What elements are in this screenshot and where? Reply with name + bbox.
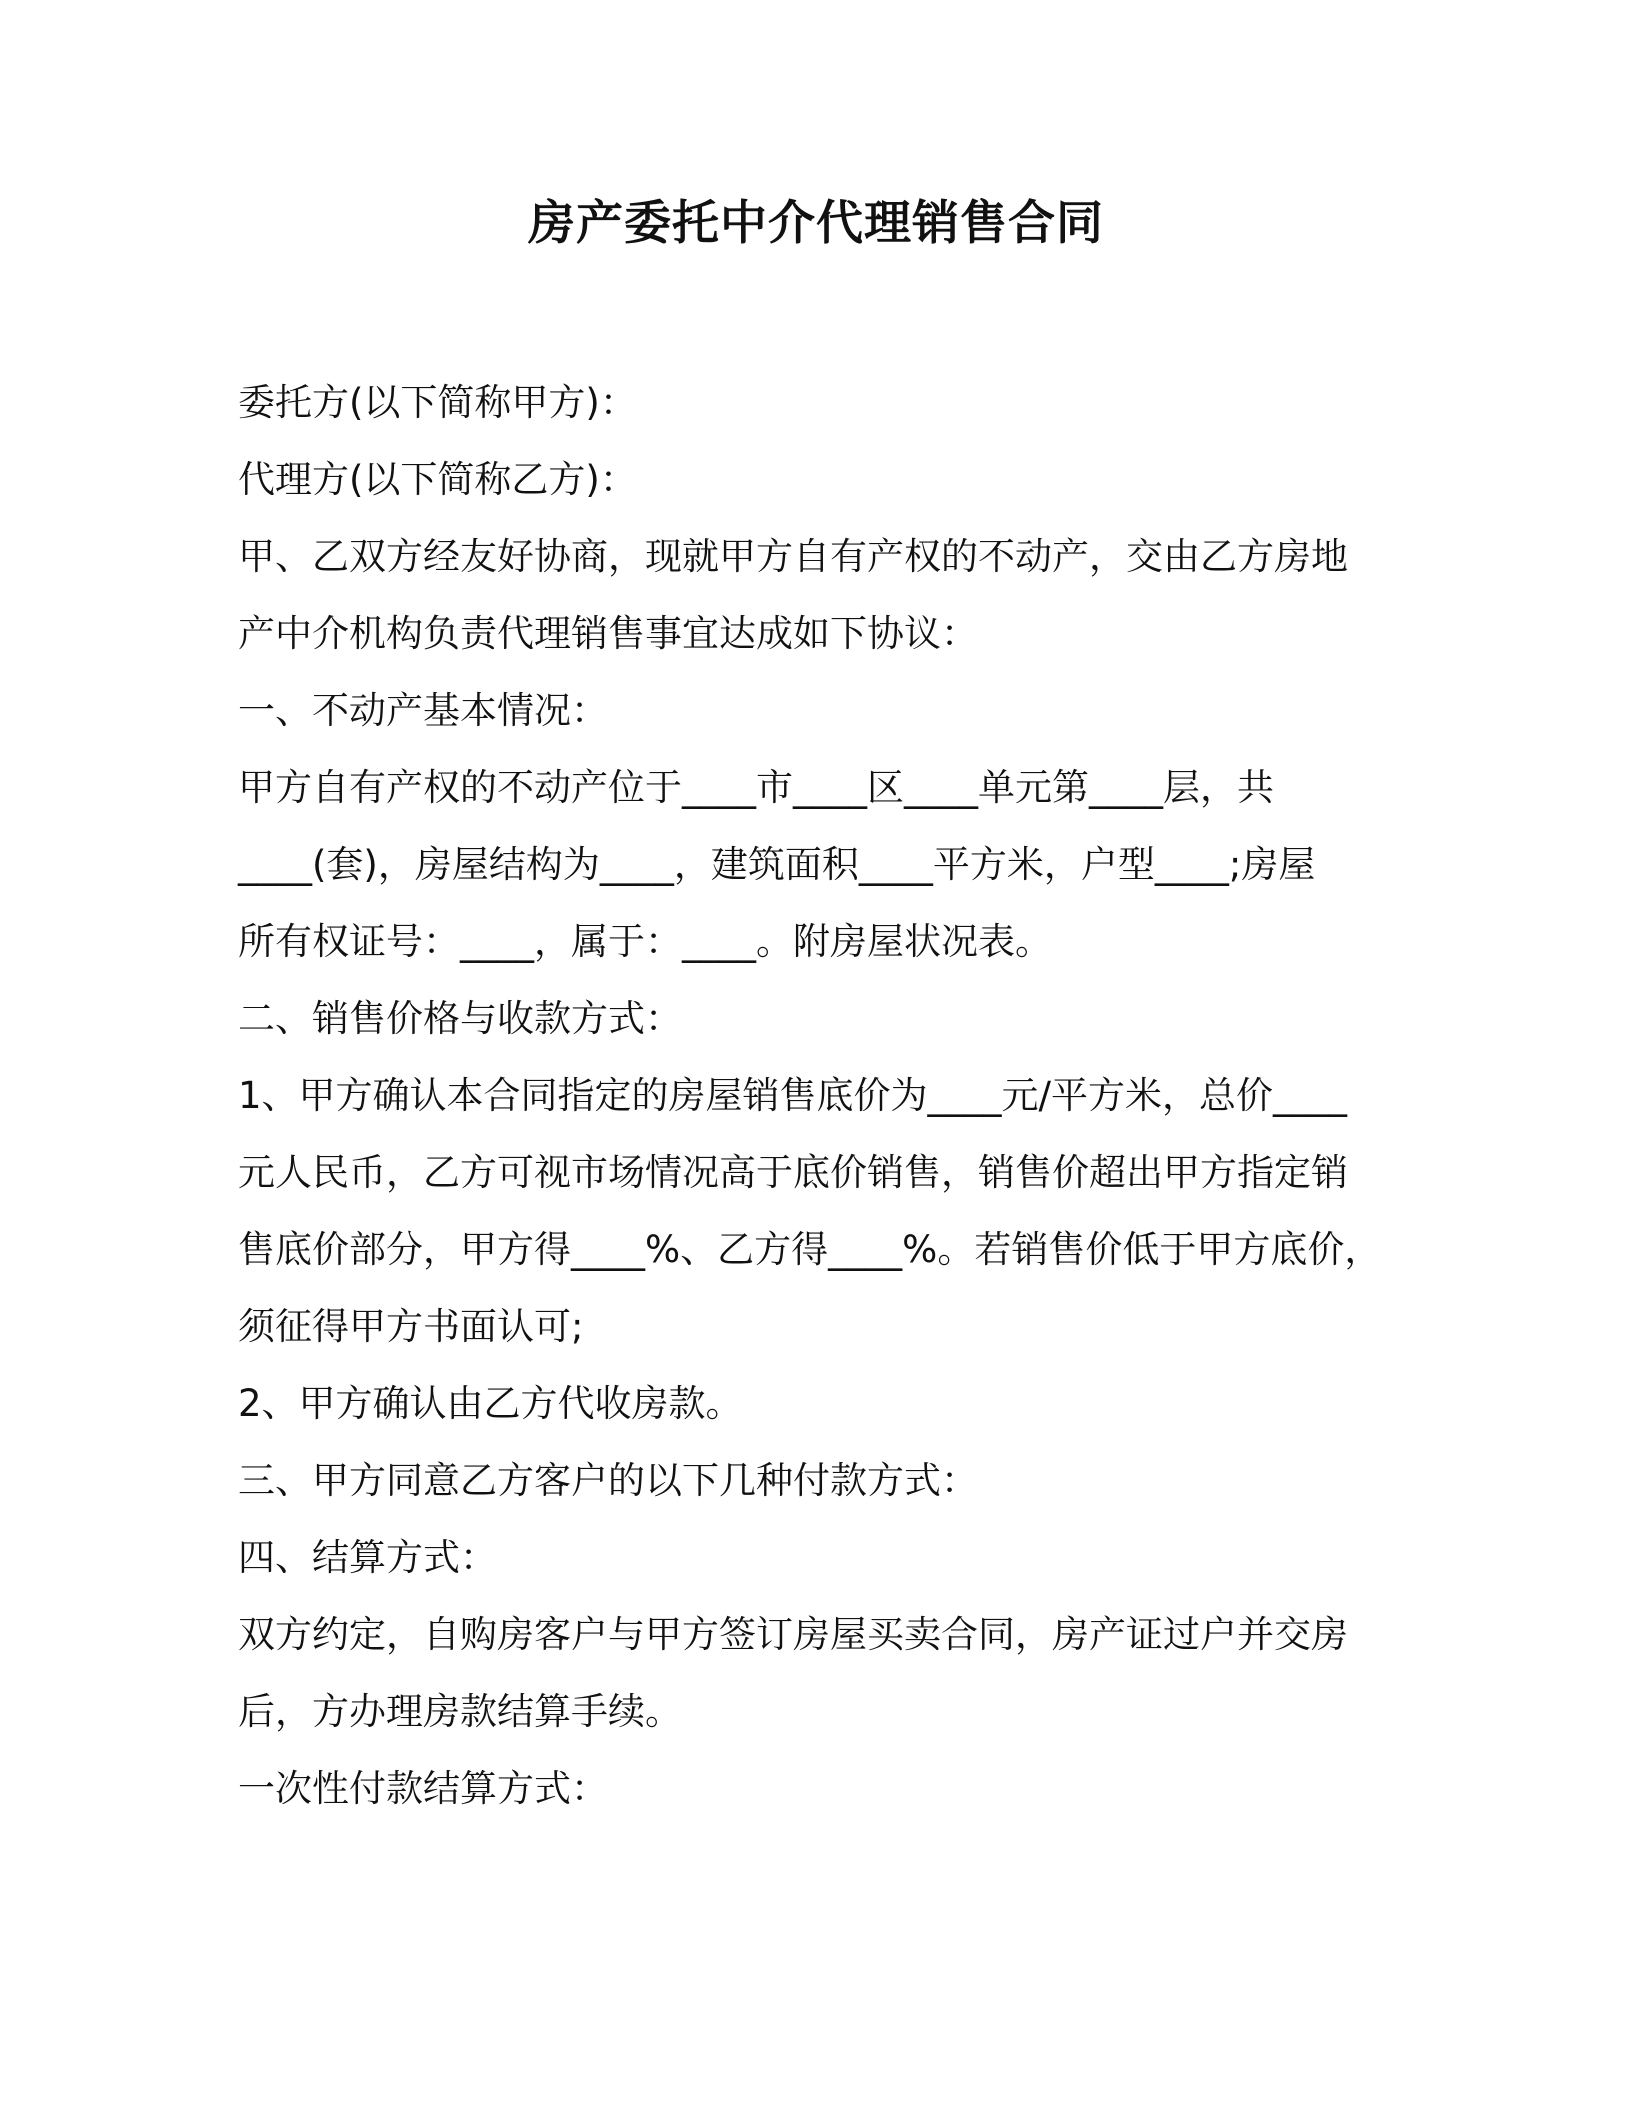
party-a-line: 委托方(以下简称甲方)： [238, 381, 637, 424]
section-3-heading: 三、甲方同意乙方客户的以下几种付款方式： [238, 1459, 978, 1502]
section-2-heading: 二、销售价格与收款方式： [238, 997, 682, 1040]
lump-sum-heading: 一次性付款结算方式： [238, 1767, 608, 1810]
party-b-line: 代理方(以下简称乙方)： [238, 458, 637, 501]
document-body [238, 364, 1398, 1827]
preamble-line-1: 甲、乙双方经友好协商，现就甲方自有产权的不动产，交由乙方房地 [238, 535, 1348, 578]
clause-2-1-line-4: 须征得甲方书面认可; [238, 1305, 584, 1348]
section-1-line-3: 所有权证号：____，属于：____。附房屋状况表。 [238, 920, 1052, 963]
document-title: 房产委托中介代理销售合同 [528, 196, 1104, 251]
section-4-line-1: 双方约定，自购房客户与甲方签订房屋买卖合同，房产证过户并交房 [238, 1613, 1348, 1656]
clause-2-1-line-3: 售底价部分，甲方得____%、乙方得____%。若销售价低于甲方底价， [238, 1228, 1382, 1271]
section-1-heading: 一、不动产基本情况： [238, 689, 608, 732]
section-1-line-2: ____(套)，房屋结构为____，建筑面积____平方米，户型____;房屋 [238, 843, 1316, 886]
section-4-heading: 四、结算方式： [238, 1536, 497, 1579]
clause-2-1-line-1: 1、甲方确认本合同指定的房屋销售底价为____元/平方米，总价____ [238, 1074, 1348, 1117]
section-1-line-1: 甲方自有产权的不动产位于____市____区____单元第____层，共 [238, 766, 1274, 809]
section-4-line-2: 后，方办理房款结算手续。 [238, 1690, 682, 1733]
preamble-line-2: 产中介机构负责代理销售事宜达成如下协议： [238, 612, 978, 655]
clause-2-1-line-2: 元人民币，乙方可视市场情况高于底价销售，销售价超出甲方指定销 [238, 1151, 1348, 1194]
clause-2-2-line: 2、甲方确认由乙方代收房款。 [238, 1382, 743, 1425]
